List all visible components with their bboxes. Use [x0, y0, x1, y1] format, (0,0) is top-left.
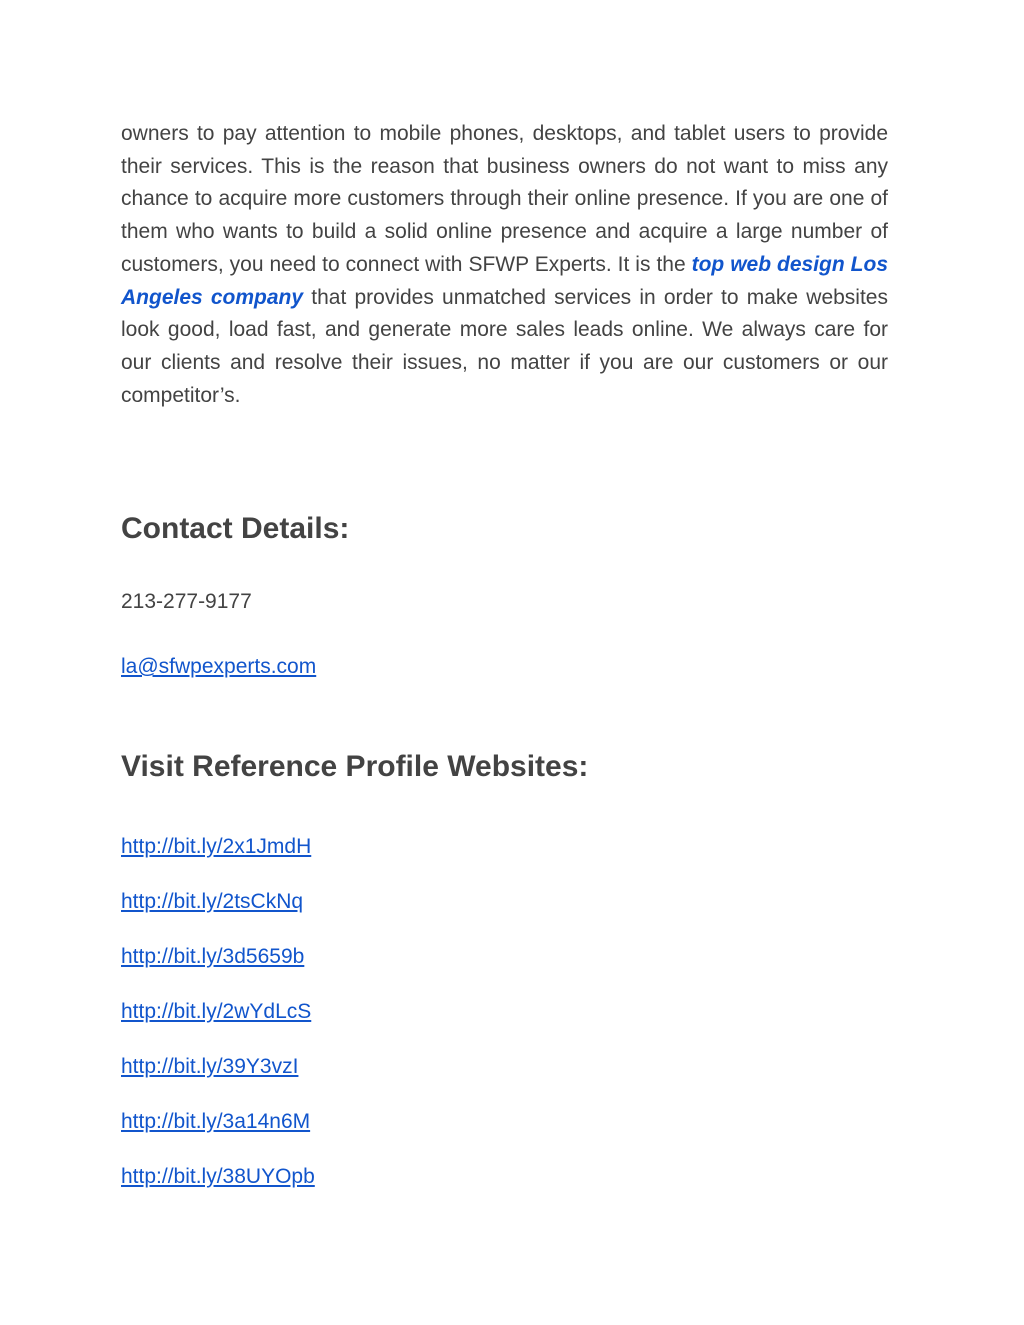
reference-link[interactable]: http://bit.ly/2x1JmdH: [121, 835, 312, 858]
intro-paragraph: [121, 118, 888, 412]
document-page: [121, 118, 888, 1188]
reference-link[interactable]: http://bit.ly/3d5659b: [121, 945, 305, 968]
reference-link[interactable]: http://bit.ly/2wYdLcS: [121, 1000, 312, 1023]
intro-text-after: that provides unmatched services in order to make websites look good, load fast, and generate more sales leads online. We always care for our clients and resolve their issues, no matter if you are our customers or our competitor’s.: [121, 285, 888, 407]
reference-link[interactable]: http://bit.ly/3a14n6M: [121, 1110, 311, 1133]
reference-link[interactable]: http://bit.ly/38UYOpb: [121, 1165, 315, 1188]
reference-link[interactable]: http://bit.ly/39Y3vzI: [121, 1055, 299, 1078]
contact-details-heading: Contact Details:: [121, 512, 350, 545]
contact-phone: 213-277-9177: [121, 590, 252, 613]
contact-email-link[interactable]: la@sfwpexperts.com: [121, 655, 317, 678]
reference-link[interactable]: http://bit.ly/2tsCkNq: [121, 890, 304, 913]
top-web-design-link[interactable]: top web design Los Angeles company: [121, 252, 888, 309]
intro-text-before: owners to pay attention to mobile phones, desktops, and tablet users to provide their services. This is the reason that business owners do not want to miss any chance to acquire more customers through their online presence. If you are one of them who wants to build a solid online presence and acquire a large number of customers, you need to connect with SFWP Experts. It is the: [121, 122, 888, 276]
reference-websites-heading: Visit Reference Profile Websites:: [121, 750, 589, 783]
